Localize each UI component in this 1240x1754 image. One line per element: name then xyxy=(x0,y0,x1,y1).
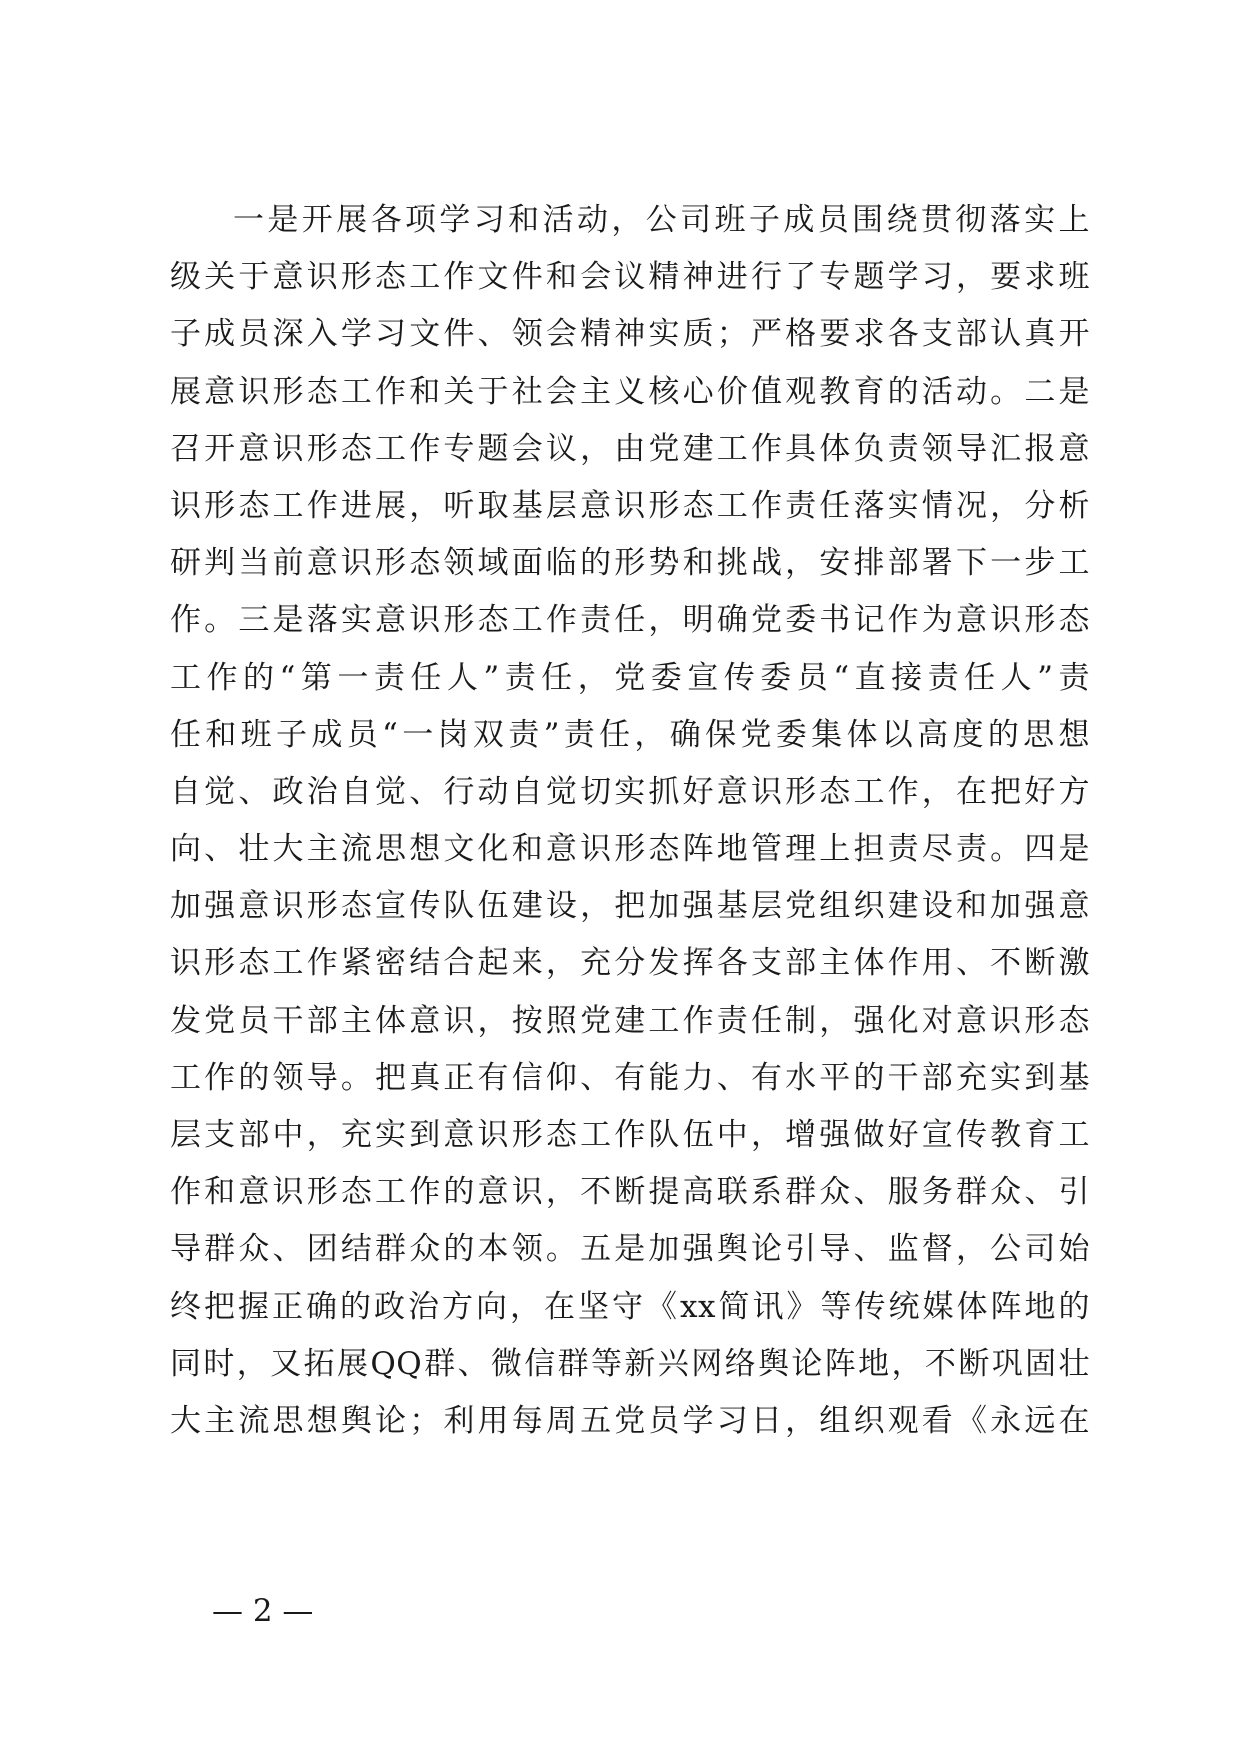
text-line: 级关于意识形态工作文件和会议精神进行了专题学习，要求班 xyxy=(170,259,1090,296)
text-line: 任和班子成员“一岗双责”责任，确保党委集体以高度的思想 xyxy=(170,716,1090,753)
text-line: 自觉、政治自觉、行动自觉切实抓好意识形态工作，在把好方 xyxy=(170,773,1090,810)
text-line: 发党员干部主体意识，按照党建工作责任制，强化对意识形态 xyxy=(170,1002,1090,1039)
text-line: 导群众、团结群众的本领。五是加强舆论引导、监督，公司始 xyxy=(170,1231,1090,1268)
text-line: 研判当前意识形态领域面临的形势和挑战，安排部署下一步工 xyxy=(170,545,1090,582)
text-line: 加强意识形态宣传队伍建设，把加强基层党组织建设和加强意 xyxy=(170,888,1090,925)
text-line: 工作的“第一责任人”责任，党委宣传委员“直接责任人”责 xyxy=(170,659,1090,696)
text-line: 大主流思想舆论；利用每周五党员学习日，组织观看《永远在 xyxy=(170,1402,1090,1439)
text-line: 召开意识形态工作专题会议，由党建工作具体负责领导汇报意 xyxy=(170,430,1090,467)
text-line: 作。三是落实意识形态工作责任，明确党委书记作为意识形态 xyxy=(170,602,1090,639)
body-paragraph xyxy=(170,192,1090,1450)
text-line: 向、壮大主流思想文化和意识形态阵地管理上担责尽责。四是 xyxy=(170,831,1090,868)
text-line: 同时，又拓展QQ群、微信群等新兴网络舆论阵地，不断巩固壮 xyxy=(170,1345,1090,1382)
page-number: — 2 — xyxy=(212,1593,314,1629)
text-line: 识形态工作进展，听取基层意识形态工作责任落实情况，分析 xyxy=(170,487,1090,524)
text-line: 子成员深入学习文件、领会精神实质；严格要求各支部认真开 xyxy=(170,316,1090,353)
text-line: 作和意识形态工作的意识，不断提高联系群众、服务群众、引 xyxy=(170,1174,1090,1211)
text-line: 终把握正确的政治方向，在坚守《xx简讯》等传统媒体阵地的 xyxy=(170,1288,1090,1325)
text-line: 工作的领导。把真正有信仰、有能力、有水平的干部充实到基 xyxy=(170,1059,1090,1096)
text-line: 识形态工作紧密结合起来，充分发挥各支部主体作用、不断激 xyxy=(170,945,1090,982)
text-line: 层支部中，充实到意识形态工作队伍中，增强做好宣传教育工 xyxy=(170,1117,1090,1153)
text-line: 展意识形态工作和关于社会主义核心价值观教育的活动。二是 xyxy=(170,373,1090,410)
text-line: 一是开展各项学习和活动，公司班子成员围绕贯彻落实上 xyxy=(233,202,1090,238)
